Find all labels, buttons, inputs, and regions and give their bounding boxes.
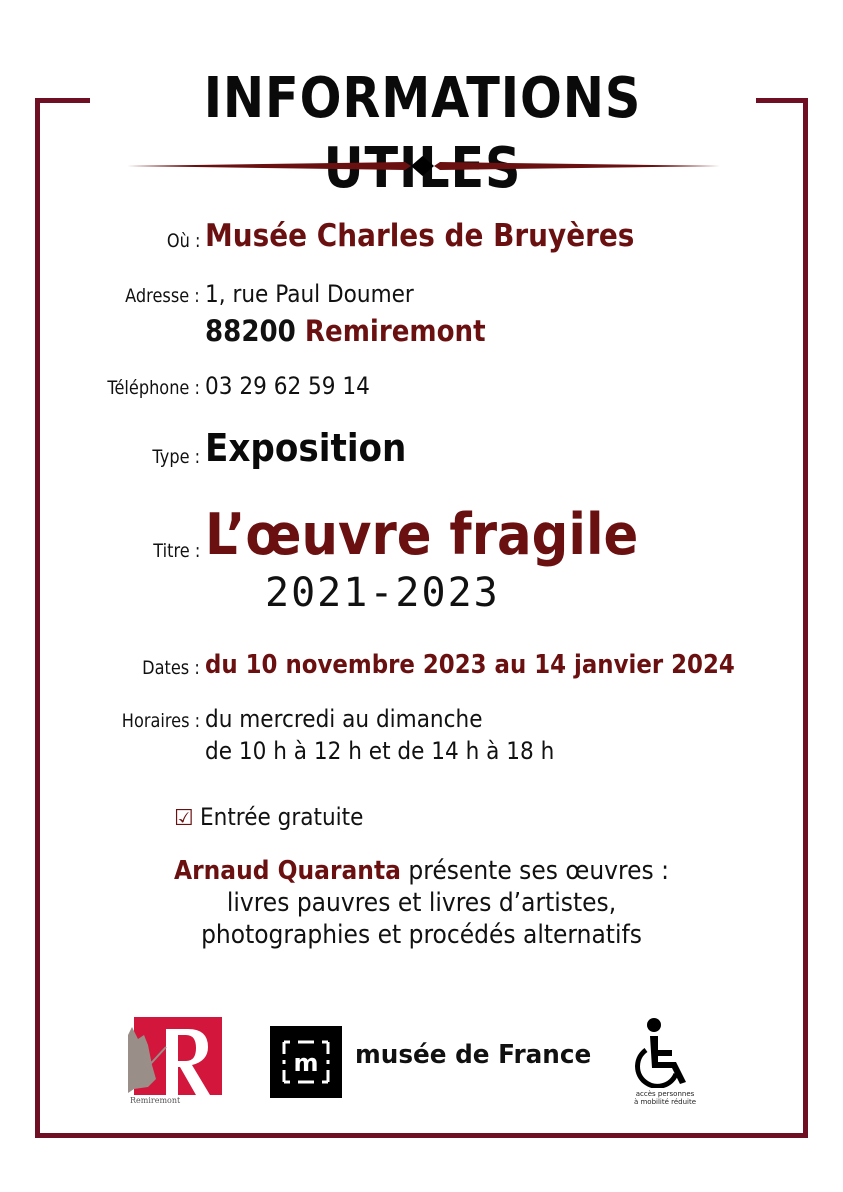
ornament-divider xyxy=(125,156,720,176)
field-location xyxy=(0,218,843,258)
field-hours xyxy=(0,705,843,771)
location-label: Où : xyxy=(166,230,200,252)
frame-top-right-segment xyxy=(756,98,808,103)
frame-top-left-segment xyxy=(35,98,90,103)
accessibility-caption-line1: accès personnes xyxy=(635,1090,695,1098)
accessibility-logo xyxy=(630,1016,700,1116)
admission-note xyxy=(174,803,381,831)
artist-line2: livres pauvres et livres d’artistes, xyxy=(226,888,617,918)
dates-label: Dates : xyxy=(142,657,200,679)
address-postcode: 88200 xyxy=(205,314,296,348)
field-address xyxy=(0,280,843,350)
title-value: L’œuvre fragile xyxy=(205,502,639,568)
address-label: Adresse : xyxy=(125,285,200,307)
title-years: 2021-2023 xyxy=(265,570,500,616)
musee-de-france-text: musée de France xyxy=(355,1040,592,1070)
location-value: Musée Charles de Bruyères xyxy=(205,218,635,254)
accessibility-caption xyxy=(630,1090,700,1106)
title-label: Titre : xyxy=(153,540,200,562)
dates-value: du 10 novembre 2023 au 14 janvier 2024 xyxy=(205,650,735,680)
accessibility-caption-line2: à mobilité réduite xyxy=(633,1098,697,1106)
hours-line2: de 10 h à 12 h et de 14 h à 18 h xyxy=(205,737,555,765)
hours-label: Horaires : xyxy=(121,710,200,732)
admission-text: Entrée gratuite xyxy=(199,803,364,831)
type-label: Type : xyxy=(152,446,200,468)
hours-line1: du mercredi au dimanche xyxy=(205,705,483,733)
wheelchair-icon xyxy=(630,1016,700,1088)
svg-text:m: m xyxy=(293,1049,319,1077)
page-title: INFORMATIONS xyxy=(203,66,642,131)
phone-value: 03 29 62 59 14 xyxy=(205,372,370,400)
field-dates xyxy=(0,650,843,686)
address-line1: 1, rue Paul Doumer xyxy=(205,280,414,308)
svg-text:Remiremont: Remiremont xyxy=(130,1096,181,1105)
checkbox-checked-icon: ☑ xyxy=(174,806,194,831)
remiremont-logo xyxy=(126,1015,222,1105)
artist-name: Arnaud Quaranta xyxy=(173,856,401,886)
artist-line1-rest: présente ses œuvres : xyxy=(400,856,670,886)
field-type xyxy=(0,426,843,476)
musee-de-france-icon xyxy=(270,1026,342,1098)
artist-line1 xyxy=(96,855,747,887)
type-value: Exposition xyxy=(205,426,407,470)
artist-description xyxy=(60,855,783,951)
phone-label: Téléphone : xyxy=(107,377,200,399)
remiremont-emblem-icon xyxy=(126,1015,222,1105)
musee-de-france-logo-mark xyxy=(270,1026,342,1098)
artist-line3: photographies et procédés alternatifs xyxy=(201,920,642,950)
address-line2 xyxy=(205,314,486,348)
address-city: Remiremont xyxy=(304,314,486,348)
field-title xyxy=(0,502,843,614)
field-phone xyxy=(0,372,843,404)
